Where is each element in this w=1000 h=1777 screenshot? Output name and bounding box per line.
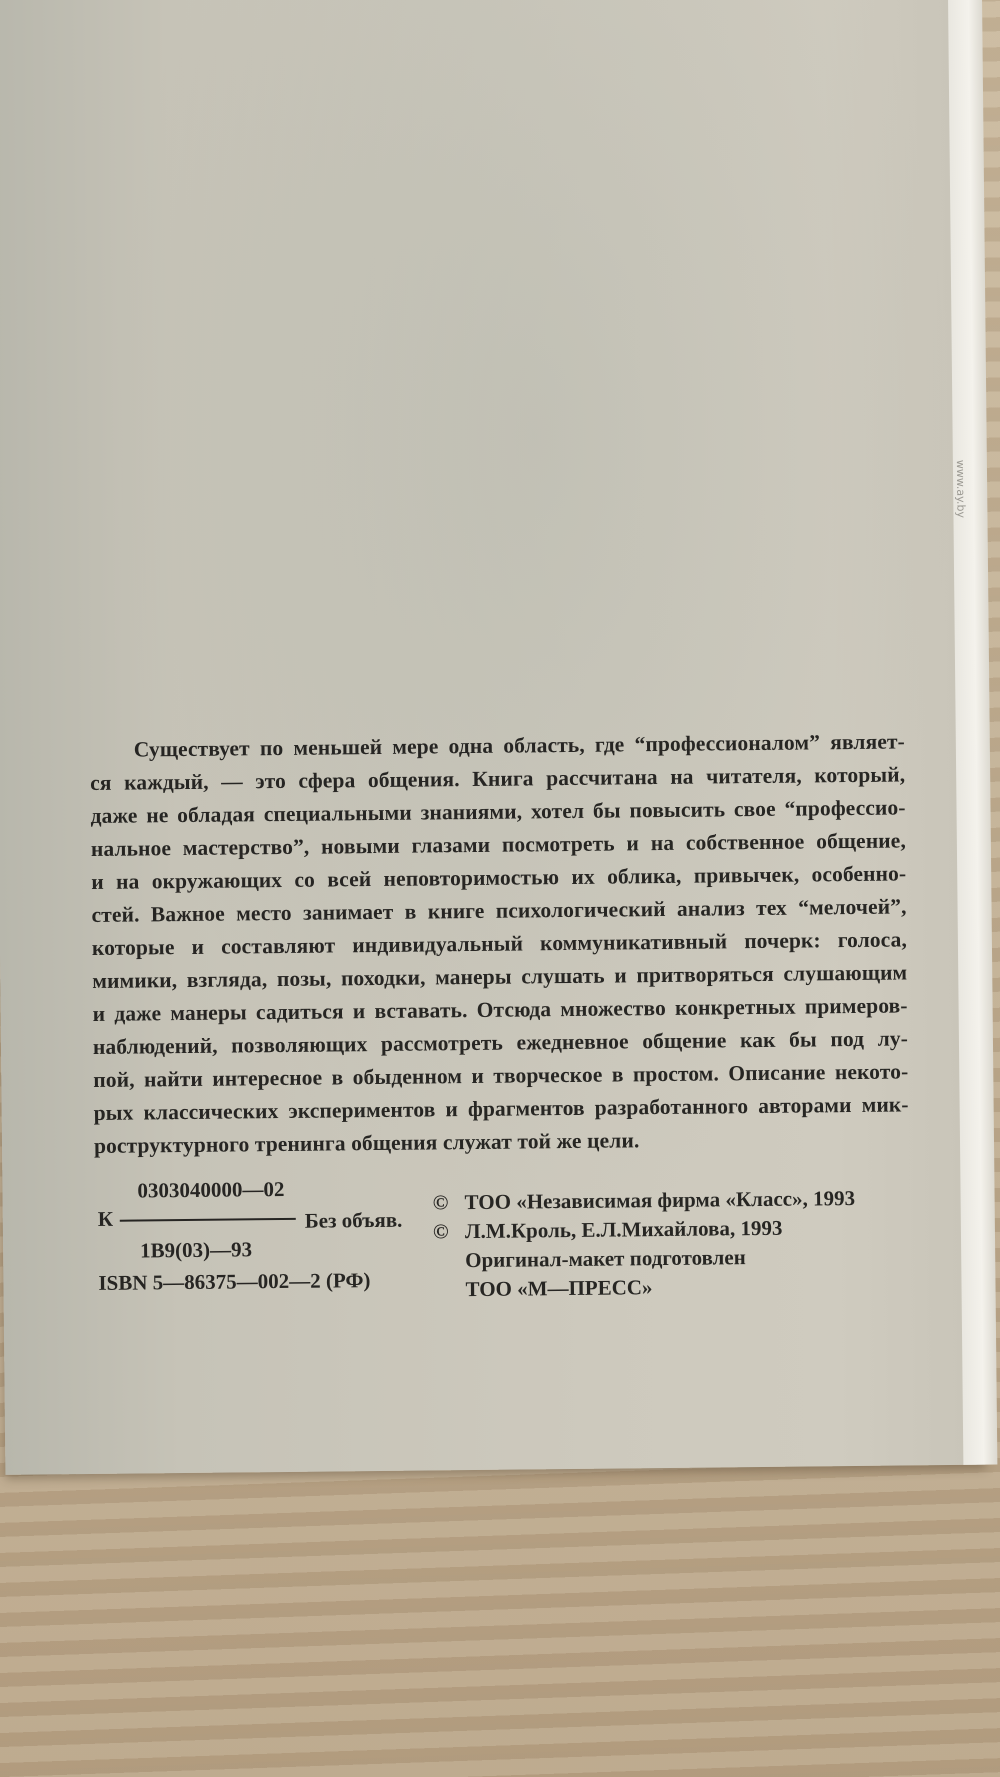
- catalog-imprint: [97, 1173, 427, 1295]
- annotation-line: рых классических экспериментов и фрагментов разработанного авторами мик-: [93, 1092, 909, 1125]
- copyright-publisher-row: [432, 1183, 922, 1217]
- annotation-line: роструктурного тренинга общения служат той же цели.: [93, 1128, 640, 1158]
- cover-edge: [948, 0, 997, 1465]
- annotation-line: стей. Важное место занимает в книге психологический анализ тех “мелочей”,: [91, 894, 907, 927]
- annotation-line: нальное мастерство”, новыми глазами посмотреть и на собственное общение,: [90, 828, 906, 861]
- annotation-line: и даже манеры садиться и вставать. Отсюда множество конкретных примеров-: [92, 993, 908, 1026]
- annotation-line: даже не обладая специальными знаниями, хотел бы повысить свое “профессио-: [90, 795, 906, 828]
- layout-note: Оригинал-макет подготовлен: [465, 1245, 746, 1273]
- copyright-authors: Л.М.Кроль, Е.Л.Михайлова, 1993: [464, 1215, 783, 1244]
- catalog-letter: К: [97, 1206, 114, 1231]
- watermark: www.ay.by: [953, 459, 968, 519]
- catalog-free-note: Без объяв.: [304, 1207, 403, 1233]
- annotation-text: [90, 725, 909, 1163]
- annotation-line: которые и составляют индивидуальный коммуникативный почерк: голоса,: [91, 927, 908, 960]
- layout-company: ТОО «М—ПРЕСС»: [465, 1275, 653, 1302]
- catalog-code-top: 0303040000—02: [137, 1176, 285, 1203]
- copyright-imprint: [432, 1183, 923, 1304]
- copyright-symbol: ©: [432, 1190, 449, 1215]
- catalog-code-bottom: 1В9(03)—93: [139, 1237, 253, 1263]
- annotation-line: ся каждый, — это сфера общения. Книга рассчитана на читателя, который,: [90, 762, 906, 795]
- annotation-line: и на окружающих со всей неповторимостью их облика, привычек, особенно-: [91, 861, 907, 894]
- copyright-symbol: ©: [432, 1219, 449, 1244]
- annotation-line: пой, найти интересное в обыденном и творческое в простом. Описание некото-: [93, 1059, 909, 1092]
- annotation-line: наблюдений, позволяющих рассмотреть ежедневное общение как бы под лу-: [92, 1026, 909, 1059]
- copyright-publisher: ТОО «Независимая фирма «Класс», 1993: [464, 1186, 856, 1215]
- annotation-line: Существует по меньшей мере одна область, где “профессионалом” являет-: [133, 729, 905, 762]
- isbn: ISBN 5—86375—002—2 (РФ): [98, 1268, 371, 1295]
- catalog-fraction-rule: [120, 1218, 296, 1222]
- annotation-line: мимики, взгляда, позы, походки, манеры слушать и притворяться слушающим: [92, 960, 908, 993]
